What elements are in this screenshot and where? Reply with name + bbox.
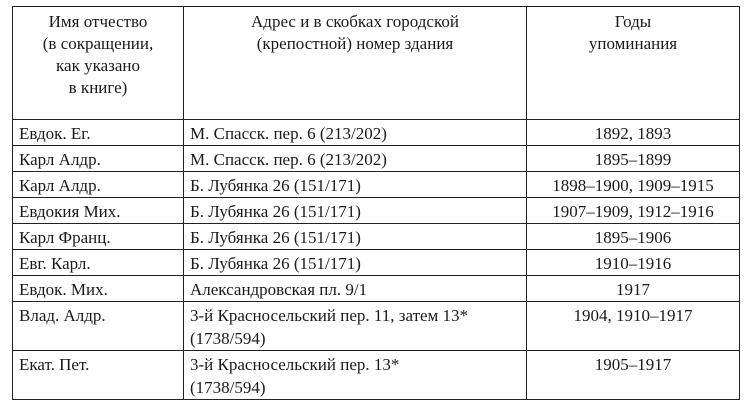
cell-address: М. Спасск. пер. 6 (213/202) <box>184 120 527 146</box>
residents-table <box>12 6 740 400</box>
cell-address: 3-й Красносельский пер. 13* (1738/594) <box>184 351 527 400</box>
cell-name: Карл Франц. <box>13 224 184 250</box>
cell-name: Евдокия Мих. <box>13 198 184 224</box>
cell-years: 1917 <box>527 276 740 302</box>
table-row <box>13 224 740 250</box>
cell-name: Влад. Алдр. <box>13 302 184 351</box>
cell-name: Евдок. Ег. <box>13 120 184 146</box>
cell-name: Евдок. Мих. <box>13 276 184 302</box>
cell-years: 1905–1917 <box>527 351 740 400</box>
table-header <box>13 7 740 120</box>
cell-years: 1895–1906 <box>527 224 740 250</box>
header-row <box>13 7 740 120</box>
cell-years: 1907–1909, 1912–1916 <box>527 198 740 224</box>
cell-address: Б. Лубянка 26 (151/171) <box>184 250 527 276</box>
table-row <box>13 250 740 276</box>
table-row <box>13 351 740 400</box>
cell-address: Б. Лубянка 26 (151/171) <box>184 172 527 198</box>
cell-address: Б. Лубянка 26 (151/171) <box>184 224 527 250</box>
header-address: Адрес и в скобках городской (крепостной) номер здания <box>184 7 527 120</box>
cell-address: Александровская пл. 9/1 <box>184 276 527 302</box>
cell-name: Евг. Карл. <box>13 250 184 276</box>
cell-years: 1898–1900, 1909–1915 <box>527 172 740 198</box>
header-name: Имя отчество (в сокращении, как указано в книге) <box>13 7 184 120</box>
cell-years: 1895–1899 <box>527 146 740 172</box>
table-body <box>13 120 740 400</box>
cell-years: 1892, 1893 <box>527 120 740 146</box>
table-row <box>13 120 740 146</box>
cell-years: 1910–1916 <box>527 250 740 276</box>
cell-name: Екат. Пет. <box>13 351 184 400</box>
table-row <box>13 302 740 351</box>
table-row <box>13 198 740 224</box>
header-years: Годы упоминания <box>527 7 740 120</box>
table-row <box>13 276 740 302</box>
cell-name: Карл Алдр. <box>13 172 184 198</box>
table-row <box>13 146 740 172</box>
cell-name: Карл Алдр. <box>13 146 184 172</box>
cell-years: 1904, 1910–1917 <box>527 302 740 351</box>
cell-address: М. Спасск. пер. 6 (213/202) <box>184 146 527 172</box>
cell-address: Б. Лубянка 26 (151/171) <box>184 198 527 224</box>
cell-address: 3-й Красносельский пер. 11, затем 13* (1738/594) <box>184 302 527 351</box>
table-row <box>13 172 740 198</box>
